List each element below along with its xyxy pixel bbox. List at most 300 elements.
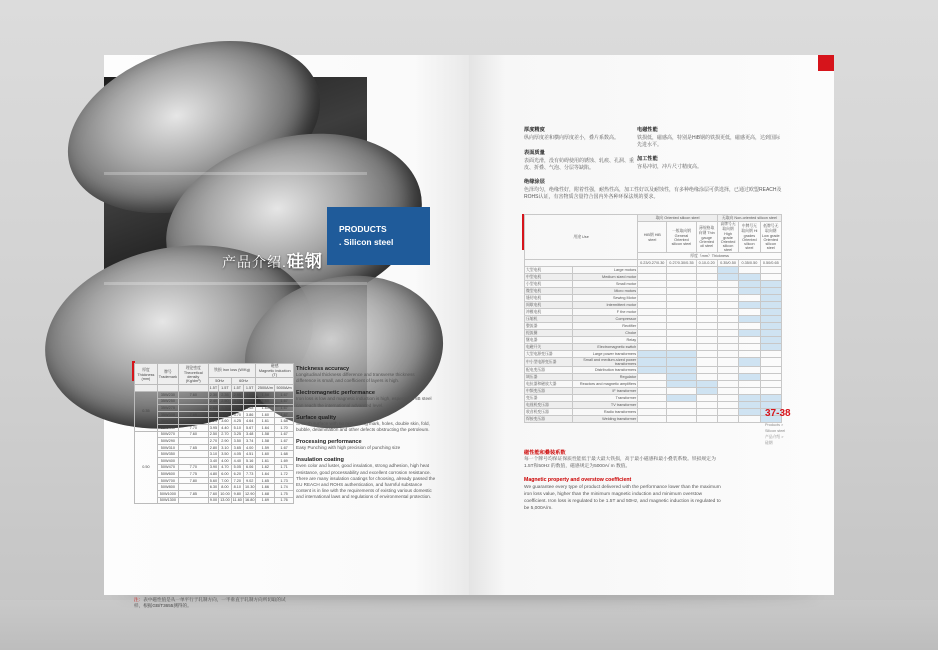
table-row xyxy=(525,395,782,402)
cell-value: 12.90 xyxy=(244,491,255,496)
cell-empty xyxy=(667,302,696,309)
cell-density xyxy=(178,497,208,504)
cell-use-cn: 扼流圈 xyxy=(525,330,573,337)
page-note: 硅钢 xyxy=(765,441,773,445)
block-title: 加工性能 xyxy=(637,156,658,162)
cell-density xyxy=(178,438,208,445)
cell-applicable xyxy=(739,374,760,381)
coef-body-cn: 每一个牌号均保证保质性能低于最大最大铁损，高于最小磁感和最小叠装系数。铁损规定为1.5T和50Hz 的数值，磁感规定为5000A/ m 数值。 xyxy=(524,457,716,469)
cell-empty xyxy=(760,351,781,358)
cell-applicable xyxy=(667,358,696,367)
cell-value: 1.76 xyxy=(275,497,294,504)
cell-value: 1.58 xyxy=(256,392,275,399)
cell-empty xyxy=(667,295,696,302)
cell-use-cn: 收音机变压器 xyxy=(525,409,573,416)
th-grade: 牌号 Trademark xyxy=(157,364,178,385)
cell-value: 5.16 xyxy=(243,457,256,464)
cell-density: 7.80 xyxy=(178,477,208,484)
cell-grade: 50W350 xyxy=(157,451,178,458)
table-row xyxy=(135,490,294,497)
cell-empty xyxy=(760,267,781,274)
cell-density: 7.65 xyxy=(178,411,208,418)
cell-empty xyxy=(638,274,667,281)
cell-empty xyxy=(638,395,667,402)
table-row xyxy=(525,274,782,281)
page-number: 37-38 xyxy=(765,408,791,419)
cell-value: 3.00 xyxy=(219,411,232,418)
cell-grade: 50W470 xyxy=(157,464,178,471)
table-row xyxy=(525,409,782,416)
cell-use-en: Intermittent motor xyxy=(573,302,638,309)
cell-value: 5.60 xyxy=(209,478,218,483)
table-row xyxy=(135,431,294,438)
table-row xyxy=(525,288,782,295)
right-page xyxy=(469,55,834,595)
cell-empty xyxy=(667,309,696,316)
table-row xyxy=(525,344,782,351)
cell-use-cn: 微型电机 xyxy=(525,288,573,295)
cell-empty xyxy=(638,323,667,330)
highlight-band xyxy=(104,282,367,285)
cell-applicable xyxy=(760,323,781,330)
cell-value: 3.50 xyxy=(219,451,232,458)
page-note: Products > xyxy=(765,423,784,427)
cell-empty xyxy=(760,358,781,367)
cell-use-cn: 调压器 xyxy=(525,374,573,381)
products-tag-line2: . Silicon steel xyxy=(339,237,394,247)
cell-value: 1.60 xyxy=(256,411,275,418)
cell-empty xyxy=(760,388,781,395)
cell-value: 3.86 xyxy=(243,411,256,418)
cell-use-cn: 配电变压器 xyxy=(525,367,573,374)
cell-density: 7.65 xyxy=(178,444,208,451)
photo-title xyxy=(222,247,323,272)
cell-empty xyxy=(717,416,738,423)
cell-use-en: TV transformer xyxy=(573,402,638,409)
page-note: 产品介绍 > xyxy=(765,435,784,439)
table-row xyxy=(525,358,782,367)
cell-value: 16.80 xyxy=(244,498,255,503)
coef-title-cn: 磁性能和叠装系数 xyxy=(524,450,566,456)
cell-value: 3.35 xyxy=(231,405,243,412)
block-surface xyxy=(524,150,634,173)
cell-value: 1.67 xyxy=(275,392,294,399)
note-text: 表中磁性值是从一单平行于轧制方向，一半垂直于轧制方向所切取的试样，根据GB/T3655测得的。 xyxy=(134,597,286,609)
cell-use-cn: 压缩机 xyxy=(525,316,573,323)
th-thick: 0.35/0.50 xyxy=(739,260,760,267)
th-60hz: 60Hz xyxy=(231,378,256,385)
table-row xyxy=(135,424,294,431)
cell-empty xyxy=(717,381,738,388)
th-use: 用途 Use xyxy=(525,215,638,260)
cell-value: 1.69 xyxy=(275,457,294,464)
cell-value: 1.71 xyxy=(275,464,294,471)
cell-use-cn: 中频变压器 xyxy=(525,388,573,395)
cell-density xyxy=(178,457,208,464)
cell-empty xyxy=(717,388,738,395)
corner-red-square xyxy=(818,55,834,71)
cell-empty xyxy=(739,309,760,316)
cell-value: 1.68 xyxy=(275,451,294,458)
cell-empty xyxy=(696,416,717,423)
feature-section xyxy=(296,390,436,408)
th-col: 低牌号无取向钢 Low grade Oriented silicon steel xyxy=(760,222,781,253)
section-title: Insulation coating xyxy=(296,457,344,464)
th-sub: 1.5T xyxy=(231,385,243,392)
cell-value: 5.05 xyxy=(231,464,243,471)
cell-applicable xyxy=(760,316,781,323)
th-col: HiB钢 HiB steel xyxy=(638,222,667,253)
cell-value: 1.60 xyxy=(256,405,275,412)
th-blank xyxy=(135,385,158,392)
cell-empty xyxy=(696,330,717,337)
note-marker: 注： xyxy=(134,597,144,602)
cell-value: 2.50 xyxy=(209,432,218,437)
cell-empty xyxy=(667,388,696,395)
table-row xyxy=(525,402,782,409)
cell-thickness: 0.35 xyxy=(135,392,158,432)
cell-value: 6.20 xyxy=(231,471,243,478)
table-row xyxy=(525,295,782,302)
table-row xyxy=(525,381,782,388)
products-tag xyxy=(327,207,430,265)
block-body: 铁损低，磁感高，特别是HiB钢的铁损更低，磁感更高，达到国际先进水平。 xyxy=(637,134,781,149)
cell-value: 4.40 xyxy=(219,424,232,431)
table-row xyxy=(135,497,294,504)
cell-applicable xyxy=(760,302,781,309)
th-sub: 1.5T xyxy=(219,385,232,392)
cell-grade: 50W1000 xyxy=(157,490,178,497)
cell-value: 2.85 xyxy=(209,412,218,417)
cell-empty xyxy=(717,316,738,323)
cell-empty xyxy=(638,416,667,423)
cell-applicable xyxy=(667,381,696,388)
table-row xyxy=(135,405,294,412)
cell-use-cn: 大型电源变压器 xyxy=(525,351,573,358)
cell-empty xyxy=(667,330,696,337)
cell-applicable xyxy=(760,309,781,316)
cell-value: 3.10 xyxy=(209,452,218,457)
cell-use-en: Small motor xyxy=(573,281,638,288)
cell-empty xyxy=(638,267,667,274)
table-row xyxy=(525,323,782,330)
cell-empty xyxy=(696,351,717,358)
cell-density xyxy=(178,418,208,425)
cell-empty xyxy=(739,381,760,388)
cell-use-cn: 中型电机 xyxy=(525,274,573,281)
cell-empty xyxy=(739,295,760,302)
cell-value: 1.68 xyxy=(275,418,294,425)
features-column-en xyxy=(296,360,436,500)
cell-density xyxy=(178,398,208,405)
cell-value: 4.25 xyxy=(231,418,243,425)
cell-use-cn: 中小型电源变压器 xyxy=(525,358,573,367)
cell-use-en: Transformer xyxy=(573,395,638,402)
section-body: Longitudinal thickness difference and transverse thickness difference is small, and coefficient of layers is high. xyxy=(296,372,415,384)
cell-applicable xyxy=(667,395,696,402)
section-title: Processing performance xyxy=(296,439,362,446)
table-row xyxy=(135,471,294,478)
block-coating xyxy=(524,179,784,202)
cell-empty xyxy=(638,337,667,344)
cell-grade: 50W800 xyxy=(157,484,178,491)
cell-value: 1.74 xyxy=(275,484,294,491)
cell-value: 1.60 xyxy=(256,398,275,405)
cell-empty xyxy=(696,344,717,351)
cell-value: 3.48 xyxy=(243,431,256,438)
cell-value: 13.00 xyxy=(220,498,230,503)
th-col: 一般取向钢 General Oriented silicon steel xyxy=(667,222,696,253)
cell-value: 8.10 xyxy=(231,484,243,491)
cell-value: 5.10 xyxy=(231,424,243,431)
cell-empty xyxy=(739,388,760,395)
cell-empty xyxy=(760,367,781,374)
cell-applicable xyxy=(696,388,717,395)
cell-value: 6.00 xyxy=(219,471,232,478)
cell-density: 7.60 xyxy=(178,392,208,399)
cell-empty xyxy=(696,316,717,323)
table-row xyxy=(525,281,782,288)
cell-applicable xyxy=(760,344,781,351)
cell-empty xyxy=(739,323,760,330)
cell-use-en: IF transformer xyxy=(573,388,638,395)
block-processing xyxy=(637,156,782,171)
cell-empty xyxy=(667,281,696,288)
cell-value: 1.61 xyxy=(256,457,275,464)
cell-empty xyxy=(638,374,667,381)
cell-empty xyxy=(717,351,738,358)
cell-value: 2.90 xyxy=(219,438,232,445)
cell-empty xyxy=(638,302,667,309)
cell-empty xyxy=(739,337,760,344)
cell-grade: 50W290 xyxy=(157,438,178,445)
table-row xyxy=(525,416,782,423)
products-tag-line1: PRODUCTS xyxy=(339,224,387,234)
cell-value: 3.65 xyxy=(231,444,243,451)
cell-value: 10.00 xyxy=(220,491,230,496)
th-blank xyxy=(157,385,178,392)
cell-value: 1.70 xyxy=(275,424,294,431)
cell-empty xyxy=(739,416,760,423)
cell-applicable xyxy=(739,281,760,288)
cell-value: 3.40 xyxy=(209,458,218,463)
table-row xyxy=(525,374,782,381)
cell-value: 11.60 xyxy=(232,498,242,503)
cell-value: 9.00 xyxy=(209,498,218,503)
block-body: 色泽均匀，绝缘性好，附着性强，耐热性高，加工性好以及耐蚀性，有多种绝缘涂层可供选择，已通过欧盟REACH及ROHS认证，有害物质含量符合国内外各种环保法规的要求。 xyxy=(524,186,782,201)
th-col: 中牌号无取向钢 Hi grades Oriented silicon steel xyxy=(739,222,760,253)
block-title: 电磁性能 xyxy=(637,127,658,133)
cell-empty xyxy=(717,344,738,351)
cell-empty xyxy=(717,337,738,344)
table-row xyxy=(525,316,782,323)
cell-grade: 50W270 xyxy=(157,431,178,438)
left-page xyxy=(104,55,469,609)
table-row xyxy=(525,351,782,358)
cell-use-cn: 冲模电机 xyxy=(525,309,573,316)
cell-value: 6.06 xyxy=(243,464,256,471)
cell-empty xyxy=(696,302,717,309)
cell-empty xyxy=(717,367,738,374)
cell-use-cn: 电抗器和磁放大器 xyxy=(525,381,573,388)
cell-use-en: Relay xyxy=(573,337,638,344)
table-row xyxy=(135,398,294,405)
cell-value: 3.74 xyxy=(243,438,256,445)
section-body: Even color and luster, good insulation, strong adhesion, high heat resistance, good processability and excellent corrosion resistance. There are many insulation coatings for choosing, already passed the EU REACH and ROHS authentication, and harmful substance content is in line with the requirements of existing various domestic and international laws and regulations of environmental protection. xyxy=(296,463,436,500)
cell-value: 3.10 xyxy=(219,444,232,451)
cell-value: 7.00 xyxy=(219,477,232,484)
cell-empty xyxy=(638,381,667,388)
cell-grade: 50W700 xyxy=(157,477,178,484)
cell-applicable xyxy=(739,288,760,295)
cell-empty xyxy=(667,402,696,409)
cell-empty xyxy=(667,337,696,344)
table-row xyxy=(135,477,294,484)
cell-density: 7.70 xyxy=(178,424,208,431)
cell-value: 1.61 xyxy=(256,418,275,425)
cell-grade: 35W300 xyxy=(157,411,178,418)
cell-empty xyxy=(696,281,717,288)
cell-value: 2.70 xyxy=(209,438,218,443)
table-row xyxy=(135,451,294,458)
cell-applicable xyxy=(760,288,781,295)
th-thick: 0.35/0.50 xyxy=(717,260,738,267)
section-body: Smooth surface with no rust, rolling mark, holes, double skin, fold, bubble, delamination and other defects obstructing the petroleum. xyxy=(296,420,430,432)
cell-empty xyxy=(638,330,667,337)
cell-applicable xyxy=(760,281,781,288)
silicon-steel-spec-table xyxy=(134,363,294,504)
cell-applicable xyxy=(638,367,667,374)
th-sub: 1.5T xyxy=(209,386,218,390)
cell-empty xyxy=(760,374,781,381)
cell-use-en: Sewing Motor xyxy=(573,295,638,302)
cell-empty xyxy=(739,344,760,351)
table-row xyxy=(525,367,782,374)
cell-empty xyxy=(696,402,717,409)
block-thickness xyxy=(524,127,634,142)
cell-use-en: Micro motors xyxy=(573,288,638,295)
cell-value: 3.50 xyxy=(231,438,243,445)
feature-section xyxy=(296,457,436,500)
cell-use-en: Large motors xyxy=(573,267,638,274)
table-row xyxy=(135,444,294,451)
section-title: Thickness accuracy xyxy=(296,366,350,372)
cell-use-en: Choke xyxy=(573,330,638,337)
cell-use-en: F the motor xyxy=(573,309,638,316)
cell-value: 3.70 xyxy=(231,411,243,418)
cell-value: 3.03 xyxy=(243,392,256,399)
table-row xyxy=(135,464,294,471)
cell-empty xyxy=(696,374,717,381)
cell-value: 7.60 xyxy=(209,491,218,496)
table-row xyxy=(525,302,782,309)
cell-empty xyxy=(696,323,717,330)
cell-empty xyxy=(717,302,738,309)
cell-use-en: Distribution transformers xyxy=(573,367,638,374)
highlight-band xyxy=(104,172,367,175)
cell-value: 6.30 xyxy=(209,485,218,490)
cell-value: 1.67 xyxy=(275,398,294,405)
cell-value: 2.40 xyxy=(209,399,218,404)
th-blank xyxy=(525,260,638,267)
th-density: 理论密度 Theoretical density (Kg/dm³) xyxy=(178,364,208,385)
application-table xyxy=(524,214,782,423)
cell-value: 1.65 xyxy=(256,477,275,484)
page-note: Silicon steel xyxy=(765,429,786,433)
th-thick: 0.23/0.27/0.30 xyxy=(638,260,667,267)
cell-applicable xyxy=(638,351,667,358)
cell-applicable xyxy=(739,316,760,323)
cell-value: 2.70 xyxy=(219,405,232,412)
cell-applicable xyxy=(760,395,781,402)
table-row xyxy=(135,438,294,445)
cell-value: 1.67 xyxy=(275,438,294,445)
cell-value: 10.30 xyxy=(244,485,255,490)
cell-empty xyxy=(696,358,717,367)
cell-use-en: Reactors and magnetic amplifiers xyxy=(573,381,638,388)
th-iron-loss: 铁损 Iron loss (W/Kg) xyxy=(208,364,256,378)
cell-value: 2.70 xyxy=(219,431,232,438)
cell-use-cn: 小型电机 xyxy=(525,281,573,288)
cell-empty xyxy=(638,409,667,416)
cell-empty xyxy=(717,374,738,381)
cell-empty xyxy=(760,381,781,388)
cell-value: 3.95 xyxy=(209,425,218,430)
cell-empty xyxy=(638,281,667,288)
cell-density: 7.75 xyxy=(178,471,208,478)
cell-empty xyxy=(667,274,696,281)
th-thickness: 厚度（mm）Thickness xyxy=(638,253,782,260)
cell-use-cn: 电磁开关 xyxy=(525,344,573,351)
cell-empty xyxy=(696,274,717,281)
cell-value: 4.51 xyxy=(243,451,256,458)
cell-use-cn: 继电器 xyxy=(525,337,573,344)
cell-empty xyxy=(696,309,717,316)
cell-empty xyxy=(696,288,717,295)
block-body: 纵向厚度差和横向厚度差小，叠片系数高。 xyxy=(524,134,620,141)
cell-empty xyxy=(696,409,717,416)
th-col: 高牌号无取向钢 High grade Oriented silicon steel xyxy=(717,222,738,253)
cell-value: 2.95 xyxy=(231,392,243,399)
table-row xyxy=(135,411,294,418)
cell-value: 1.66 xyxy=(256,484,275,491)
table-row xyxy=(135,484,294,491)
section-title: Electromagnetic performance xyxy=(296,390,375,397)
cell-value: 1.64 xyxy=(256,471,275,478)
cell-empty xyxy=(667,409,696,416)
cell-grade: 50W600 xyxy=(157,471,178,478)
th-nonoriented: 无取向 Non-oriented silicon steel xyxy=(717,215,781,222)
cell-applicable xyxy=(760,337,781,344)
cell-value: 1.60 xyxy=(256,451,275,458)
coef-body-en: We guarantee every type of product delivered with the performance lower than the maximum iron loss value, higher than the minimum magnetic induction and minimum overstow coefficient. Iron loss is regulated to be 1.5T and 50Hz, and magnetic induction is regulated to be 5,000A/m. xyxy=(524,485,721,511)
feature-section xyxy=(296,415,436,433)
cell-value: 1.73 xyxy=(275,477,294,484)
cell-empty xyxy=(696,337,717,344)
cell-applicable xyxy=(739,330,760,337)
cell-value: 2.35 xyxy=(219,392,232,399)
table-row xyxy=(135,418,294,425)
th-sub: 2500A/m xyxy=(257,386,273,390)
cell-empty xyxy=(760,274,781,281)
cell-applicable xyxy=(667,351,696,358)
cell-value: 9.80 xyxy=(231,490,243,497)
table-row xyxy=(525,337,782,344)
cell-value: 1.64 xyxy=(256,424,275,431)
coef-title-en: Magnetic property and overstow coefficient xyxy=(524,477,632,483)
cell-use-cn: 整流器 xyxy=(525,323,573,330)
block-title: 厚度精度 xyxy=(524,127,545,133)
